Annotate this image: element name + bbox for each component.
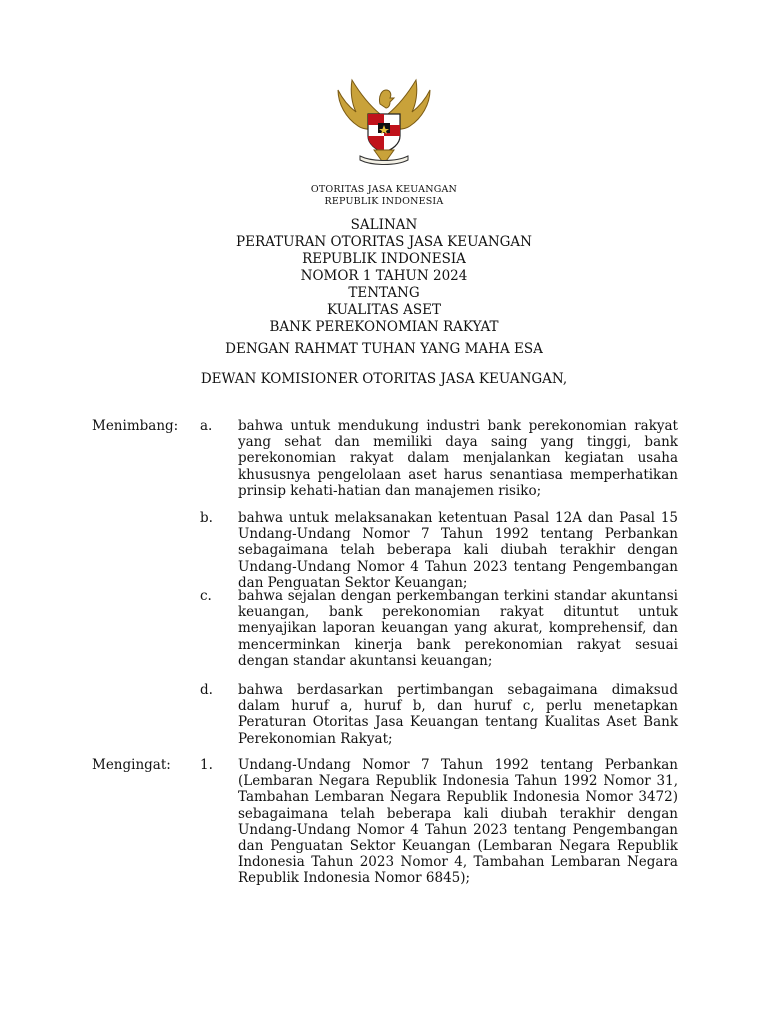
item-marker: 1. <box>200 757 213 773</box>
list-item <box>200 510 678 590</box>
org-country: REPUBLIK INDONESIA <box>324 196 444 207</box>
item-marker: c. <box>200 588 212 604</box>
title-line-tentang: TENTANG <box>348 285 420 301</box>
item-text: bahwa berdasarkan pertimbangan sebagaimana dimaksud dalam huruf a, huruf b, dan huruf c, perlu menetapkan Peraturan Otoritas Jasa Keuangan tentang Kualitas Aset Bank Perekonomian Rakyat; <box>238 682 678 747</box>
item-marker: d. <box>200 682 213 698</box>
invocation: DENGAN RAHMAT TUHAN YANG MAHA ESA <box>225 341 543 357</box>
garuda-emblem-icon <box>330 74 438 170</box>
item-text: bahwa untuk melaksanakan ketentuan Pasal 12A dan Pasal 15 Undang-Undang Nomor 7 Tahun 1992 tentang Perbankan sebagaimana telah beberapa kali diubah terakhir dengan Undang-Undang Nomor 4 Tahun 2023 tentang Pengembangan dan Penguatan Sektor Keuangan; <box>238 510 678 591</box>
mengingat-label: Mengingat: <box>92 757 171 773</box>
item-text: bahwa untuk mendukung industri bank perekonomian rakyat yang sehat dan memiliki daya saing yang tinggi, bank perekonomian rakyat dalam menjalankan kegiatan usaha khususnya pengelolaan aset harus senantiasa memperhatikan prinsip kehati-hatian dan manajemen risiko; <box>238 418 678 499</box>
list-item <box>200 682 678 746</box>
mengingat-section <box>92 757 678 907</box>
list-item <box>200 757 678 907</box>
title-line-peraturan: PERATURAN OTORITAS JASA KEUANGAN <box>236 234 532 250</box>
item-text: Undang-Undang Nomor 7 Tahun 1992 tentang Perbankan (Lembaran Negara Republik Indonesia Tahun 1992 Nomor 31, Tambahan Lembaran Negara Republik Indonesia Nomor 3472) sebagaimana telah beberapa kali diubah terakhir dengan Undang-Undang Nomor 4 Tahun 2023 tentang Pengembangan dan Penguatan Sektor Keuangan (Lembaran Negara Republik Indonesia Tahun 2023 Nomor 4, Tambahan Lembaran Negara Republik Indonesia Nomor 6845); <box>238 757 678 887</box>
list-item <box>200 418 678 514</box>
menimbang-label: Menimbang: <box>92 418 179 434</box>
org-name: OTORITAS JASA KEUANGAN <box>310 184 458 195</box>
title-line-country: REPUBLIK INDONESIA <box>302 251 466 267</box>
item-text: bahwa sejalan dengan perkembangan terkini standar akuntansi keuangan, bank perekonomian rakyat dituntut untuk menyajikan laporan keuangan yang akurat, komprehensif, dan mencerminkan kinerja bank perekonomian rakyat sesuai dengan standar akuntansi keuangan; <box>238 588 678 669</box>
menimbang-section <box>92 418 678 747</box>
title-line-subject: KUALITAS ASET <box>326 302 442 318</box>
title-line-salinan: SALINAN <box>350 217 418 233</box>
issuing-body: DEWAN KOMISIONER OTORITAS JASA KEUANGAN, <box>200 371 568 387</box>
item-marker: b. <box>200 510 213 526</box>
regulation-title <box>0 217 768 336</box>
title-line-subject-2: BANK PEREKONOMIAN RAKYAT <box>269 319 499 335</box>
item-marker: a. <box>200 418 213 434</box>
title-line-number: NOMOR 1 TAHUN 2024 <box>300 268 468 284</box>
list-item <box>200 588 678 684</box>
